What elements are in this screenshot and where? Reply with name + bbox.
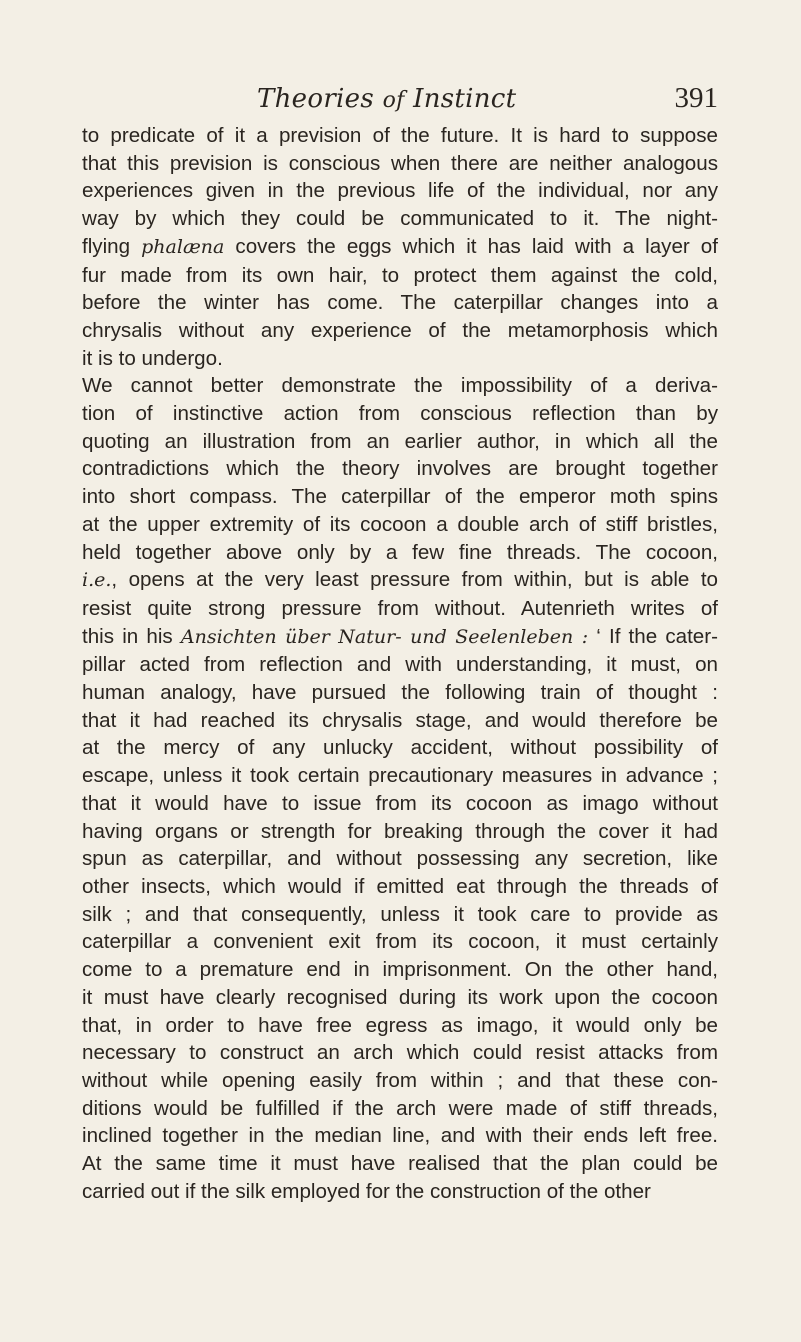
text-line: at the mercy of any unlucky accident, without possibility of: [82, 736, 718, 760]
text-line: ditions would be fulfilled if the arch were made of stiff threads,: [82, 1096, 718, 1120]
text-line: chrysalis without any experience of the metamorphosis which: [82, 318, 718, 342]
italic-term: Ansichten über Natur- und Seelenleben :: [180, 625, 589, 648]
italic-term: i.e.: [82, 569, 112, 592]
running-head: [82, 64, 718, 122]
text-line: that it had reached its chrysalis stage, and would therefore be: [82, 708, 718, 732]
italic-term: phalæna: [141, 235, 225, 258]
text-line: that it would have to issue from its cocoon as imago without: [82, 791, 718, 815]
text-line: into short compass. The caterpillar of the emperor moth spins: [82, 485, 718, 509]
text-line: this in his Ansichten über Natur- und Seelenleben : ‘ If the cater-: [82, 624, 718, 648]
text-line: inclined together in the median line, and with their ends left free.: [82, 1124, 718, 1148]
text-line: necessary to construct an arch which could resist attacks from: [82, 1041, 718, 1065]
text-line: way by which they could be communicated to it. The night-: [82, 207, 718, 231]
text-line: held together above only by a few fine threads. The cocoon,: [82, 540, 718, 564]
text-line: pillar acted from reflection and with understanding, it must, on: [82, 653, 718, 677]
text-line: it must have clearly recognised during its work upon the cocoon: [82, 985, 718, 1009]
text-line: escape, unless it took certain precautionary measures in advance ;: [82, 764, 718, 788]
page-number: 391: [674, 82, 718, 114]
text-line: human analogy, have pursued the following train of thought :: [82, 681, 718, 705]
text-line: quoting an illustration from an earlier author, in which all the: [82, 429, 718, 453]
running-title-part2: Instinct: [404, 84, 517, 114]
text-line: flying phalæna covers the eggs which it has laid with a layer of: [82, 234, 718, 258]
paragraph: [82, 372, 718, 1205]
text-line: resist quite strong pressure from without. Autenrieth writes of: [82, 596, 718, 620]
running-title-of: of: [382, 88, 405, 113]
text-line: having organs or strength for breaking through the cover it had: [82, 819, 718, 843]
text-line: experiences given in the previous life of the individual, nor any: [82, 179, 718, 203]
text-line: at the upper extremity of its cocoon a double arch of stiff bristles,: [82, 512, 718, 536]
text-line: spun as caterpillar, and without possessing any secretion, like: [82, 847, 718, 871]
body-text: [82, 122, 718, 1205]
book-page: [82, 64, 718, 1205]
text-line: to predicate of it a prevision of the future. It is hard to suppose: [82, 124, 718, 147]
text-line: come to a premature end in imprisonment. On the other hand,: [82, 958, 718, 982]
text-line: fur made from its own hair, to protect them against the cold,: [82, 263, 718, 287]
running-title-part1: Theories: [257, 84, 383, 114]
text-line: carried out if the silk employed for the construction of the other: [82, 1179, 651, 1203]
text-line: We cannot better demonstrate the impossibility of a deriva-: [82, 374, 718, 398]
text-line: that, in order to have free egress as imago, it would only be: [82, 1013, 718, 1037]
text-line: that this prevision is conscious when there are neither analogous: [82, 151, 718, 175]
text-line: contradictions which the theory involves are brought together: [82, 457, 718, 481]
text-line: caterpillar a convenient exit from its cocoon, it must certainly: [82, 930, 718, 954]
text-line: i.e., opens at the very least pressure from within, but is able to: [82, 568, 718, 592]
text-line: it is to undergo.: [82, 346, 223, 370]
text-line: tion of instinctive action from conscious reflection than by: [82, 402, 718, 426]
text-line: At the same time it must have realised that the plan could be: [82, 1152, 718, 1176]
text-line: silk ; and that consequently, unless it took care to provide as: [82, 902, 718, 926]
text-line: before the winter has come. The caterpillar changes into a: [82, 291, 718, 315]
running-title: [257, 84, 516, 114]
text-line: other insects, which would if emitted eat through the threads of: [82, 874, 718, 898]
paragraph: [82, 122, 718, 372]
text-line: without while opening easily from within ; and that these con-: [82, 1068, 718, 1092]
